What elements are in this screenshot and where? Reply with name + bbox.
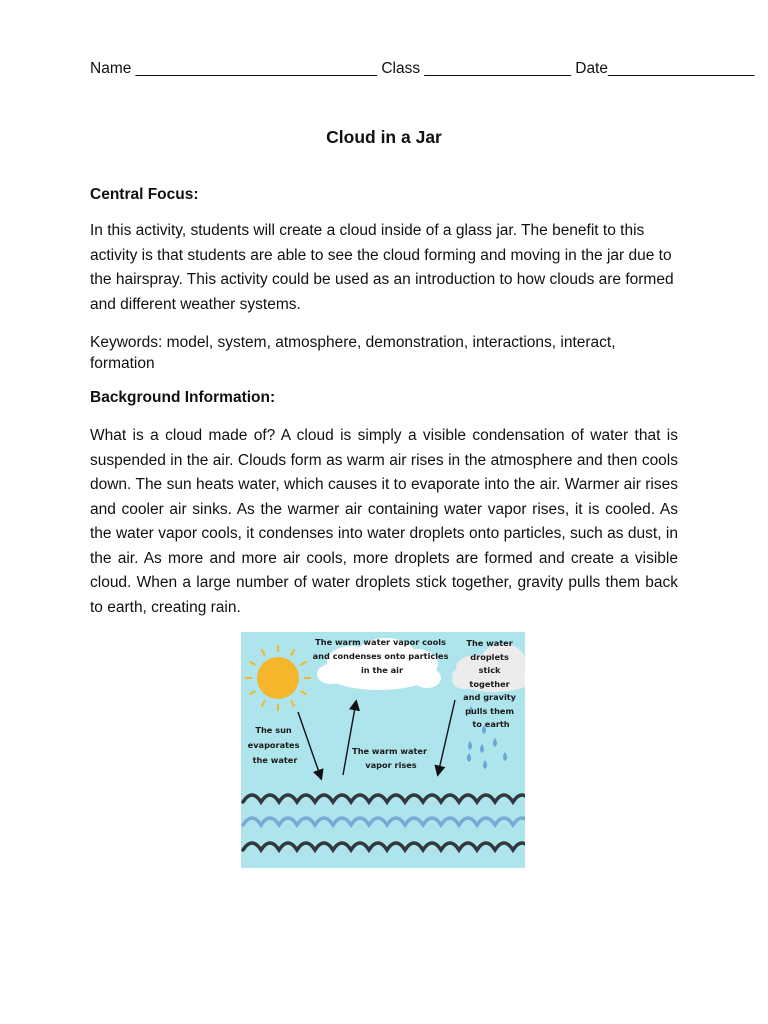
background-text: What is a cloud made of? A cloud is simply a visible condensation of water that is suspended in the air. Clouds form as warm air rises in the atmosphere and then cools down. The sun heats water, which causes it to evaporate into the air. Warmer air rises and cooler air sinks. As the warmer air containing water vapor rises, it is cooled. As the water vapor cools, it condenses into water droplets onto particles, such as dust, in the air. As more and more air cools, more droplets are formed and create a visible cloud. When a large number of water droplets stick together, gravity pulls them back to earth, creating rain.	[90, 427, 678, 616]
background-paragraph	[90, 424, 678, 620]
sun-label: The sun evaporates the water	[247, 725, 300, 765]
keywords-line: Keywords: model, system, atmosphere, demonstration, interactions, interact, formation	[90, 334, 616, 372]
name-class-date-line: Name ____________________________ Class _________________ Date_________________	[90, 60, 755, 77]
condense-label: The warm water vapor cools and condenses onto particles in the air	[312, 637, 449, 675]
central-focus-paragraph	[90, 219, 678, 317]
central-focus-text: In this activity, students will create a cloud inside of a glass jar. The benefit to this activity is that students are able to see the cloud forming and moving in the jar due to the hairspray. This activity could be used as an introduction to how clouds are formed and different weather systems.	[90, 222, 674, 313]
droplets-label: The water droplets stick together and gravity pulls them to earth	[463, 638, 517, 729]
rises-label: The warm water vapor rises	[352, 746, 428, 770]
water-cycle-diagram	[241, 632, 525, 868]
page-title: Cloud in a Jar	[326, 127, 442, 147]
central-focus-heading: Central Focus:	[90, 186, 199, 203]
background-heading: Background Information:	[90, 389, 276, 406]
